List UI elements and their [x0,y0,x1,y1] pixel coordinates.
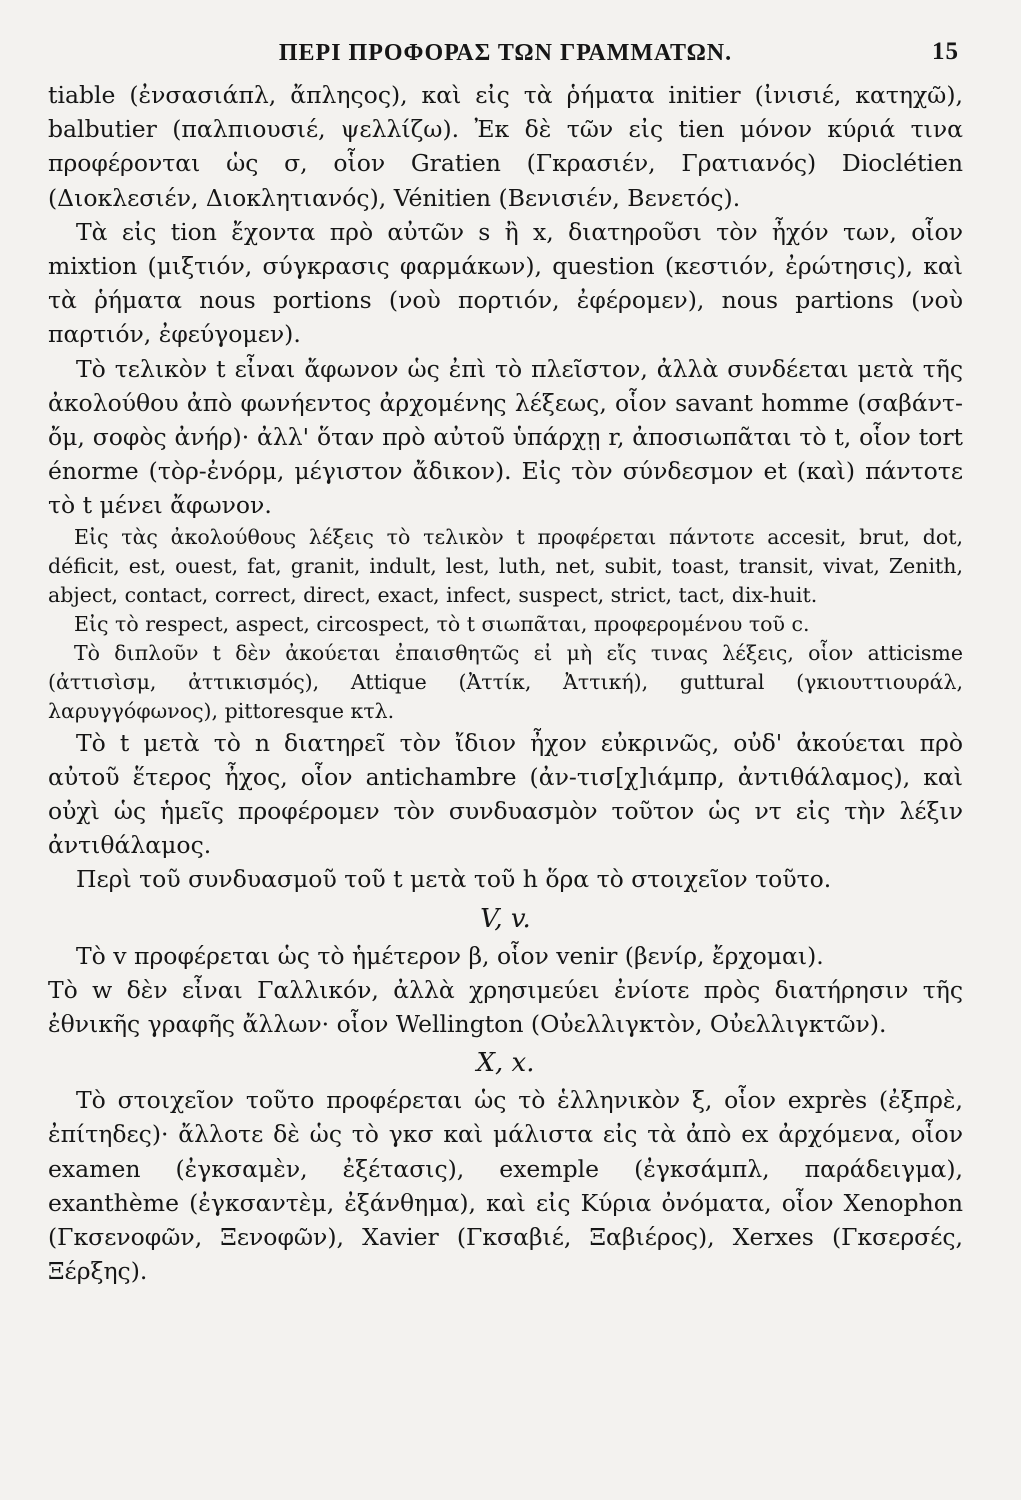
paragraph-double-t: Τὸ διπλοῦν t δὲν ἀκούεται ἐπαισθητῶς εἰ μὴ εἴς τινας λέξεις, οἷον atticisme (ἀττισὶσμ, ἀττικισμός), Attique (Ἀττίκ, Ἀττική), guttural (γκιουττιουράλ, λαρυγγόφωνος), pittoresque κτλ. [48,640,963,723]
page-body [48,78,963,1288]
paragraph-w: Τὸ w δὲν εἶναι Γαλλικόν, ἀλλὰ χρησιμεύει ἐνίοτε πρὸς διατήρησιν τῆς ἐθνικῆς γραφῆς ἄλλων· οἷον Wellington (Οὐελλιγκτὸν, Οὐελλιγκτῶν). [48,975,963,1039]
paragraph-v: Τὸ v προφέρεται ὡς τὸ ἡμέτερον β, οἷον venir (βενίρ, ἔρχομαι). [76,941,824,970]
paragraph-tiable: tiable (ἐνσασιάπλ, ἄπληςος), καὶ εἰς τὰ ῥήματα initier (ἰνισιέ, κατηχῶ), balbutier (παλπιουσιέ, ψελλίζω). Ἐκ δὲ τῶν εἰς tien μόνον κύριά τινα προφέρονται ὡς σ, οἷον Gratien (Γκρασιέν, Γρατιανός) Dioclétien (Διοκλεσιέν, Διοκλητιανός), Vénitien (Βενισιέν, Βενετός). [48,81,963,212]
paragraph-th: Περὶ τοῦ συνδυασμοῦ τοῦ t μετὰ τοῦ h ὅρα τὸ στοιχεῖον τοῦτο. [76,865,832,894]
page-title: ΠΕΡΙ ΠΡΟΦΟΡΑΣ ΤΩΝ ΓΡΑΜΜΑΤΩΝ. [278,40,733,66]
page-number: 15 [932,38,959,65]
running-header [48,26,963,78]
paragraph-tion: Τὰ εἰς tion ἔχοντα πρὸ αὐτῶν s ἢ x, διατηροῦσι τὸν ἦχόν των, οἷον mixtion (μιξτιόν, σύγκρασις φαρμάκων), question (κεστιόν, ἐρώτησις), καὶ τὰ ῥήματα nous portions (νοὺ πορτιόν, ἐφέρομεν), nous partions (νοὺ παρτιόν, ἐφεύγομεν). [48,217,963,349]
paragraph-respect: Εἰς τὸ respect, aspect, circospect, τὸ t σιωπᾶται, προφερομένου τοῦ c. [74,611,810,636]
paragraph-nt: Τὸ t μετὰ τὸ n διατηρεῖ τὸν ἴδιον ἦχον εὐκρινῶς, οὐδ' ἀκούεται πρὸ αὐτοῦ ἕτερος ἦχος, οἷον antichambre (ἀν-τισ[χ]ιάμπρ, ἀντιθάλαμος), καὶ οὐχὶ ὡς ἡμεῖς προφέρομεν τὸν συνδυασμὸν τοῦτον ὡς ντ εἰς τὴν λέξιν ἀντιθάλαμος. [48,728,963,860]
paragraph-final-t: Τὸ τελικὸν t εἶναι ἄφωνον ὡς ἐπὶ τὸ πλεῖστον, ἀλλὰ συνδέεται μετὰ τῆς ἀκολούθου ἀπὸ φωνήεντος ἀρχομένης λέξεως, οἷον savant homme (σαβάντ-ὄμ, σοφὸς ἀνήρ)· ἀλλ' ὅταν πρὸ αὐτοῦ ὑπάρχῃ r, ἀποσιωπᾶται τὸ t, οἷον tort énorme (τὸρ-ἐνόρμ, μέγιστον ἄδικον). Εἰς τὸν σύνδεσμον et (καὶ) πάντοτε τὸ t μένει ἄφωνον. [48,354,963,520]
section-heading-v: V, v. [480,903,531,934]
paragraph-pronounced-t-list: Εἰς τὰς ἀκολούθους λέξεις τὸ τελικὸν t προφέρεται πάντοτε accesit, brut, dot, déficit, est, ouest, fat, granit, indult, lest, luth, net, subit, toast, transit, vivat, Zenith, abject, contact, correct, direct, exact, infect, suspect, strict, tact, dix-huit. [48,524,963,607]
paragraph-x: Τὸ στοιχεῖον τοῦτο προφέρεται ὡς τὸ ἑλληνικὸν ξ, οἷον exprès (ἐξπρὲ, ἐπίτηδες)· ἄλλοτε δὲ ὡς τὸ γκσ καὶ μάλιστα εἰς τὰ ἀπὸ ex ἀρχόμενα, οἷον examen (ἐγκσαμὲν, ἐξέτασις), exemple (ἐγκσάμπλ, παράδειγμα), exanthème (ἐγκσαντὲμ, ἐξάνθημα), καὶ εἰς Κύρια ὀνόματα, οἷον Xenophon (Γκσενοφῶν, Ξενοφῶν), Xavier (Γκσαβιέ, Ξαβιέρος), Xerxes (Γκσερσές, Ξέρξης). [48,1086,963,1286]
section-heading-x: X, x. [476,1048,535,1079]
